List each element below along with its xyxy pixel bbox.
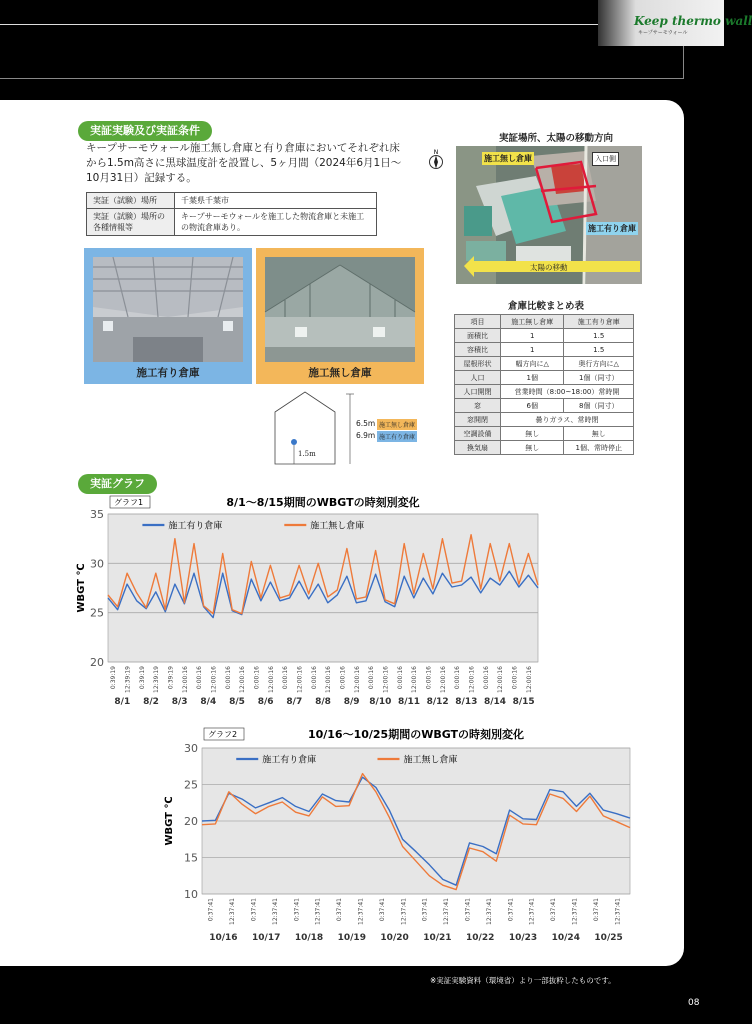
legend-label: 施工無し倉庫: [403, 755, 458, 766]
compare-table: [454, 314, 634, 455]
intro-text: キープサーモウォール施工無し倉庫と有り倉庫においてそれぞれ床から1.5m高さに黒球温度計を設置し、5ヶ月間（2024年6月1日〜10月31日）記録する。: [86, 142, 402, 184]
x-day-label: 8/13: [455, 697, 478, 707]
x-tick-label: 12:37:41: [485, 898, 493, 925]
x-day-label: 8/10: [369, 697, 392, 707]
x-tick-label: 12:39:19: [124, 666, 132, 693]
y-tick-label: 20: [90, 656, 104, 669]
x-tick-label: 12:37:41: [400, 898, 408, 925]
y-tick-label: 20: [184, 815, 198, 828]
x-day-label: 8/7: [286, 697, 303, 707]
x-tick-label: 0:37:41: [592, 898, 600, 922]
legend-label: 施工無し倉庫: [310, 521, 365, 532]
x-day-label: 8/2: [143, 697, 159, 707]
y-tick-label: 35: [90, 508, 104, 521]
x-tick-label: 12:00:16: [239, 666, 247, 693]
x-tick-label: 0:37:41: [507, 898, 515, 922]
x-tick-label: 12:00:16: [267, 666, 275, 693]
x-tick-label: 12:00:16: [468, 666, 476, 693]
x-day-label: 10/17: [252, 933, 281, 943]
x-day-label: 8/9: [343, 697, 360, 707]
x-tick-label: 12:37:41: [357, 898, 365, 925]
table-header-cell: 項目: [455, 315, 501, 329]
x-tick-label: 12:00:16: [181, 666, 189, 693]
table-row: [455, 329, 634, 343]
table-row: [87, 209, 377, 236]
x-tick-label: 0:00:16: [425, 666, 433, 690]
table-cell: 曇りガラス、常時閉: [501, 413, 634, 427]
x-tick-label: 0:00:16: [368, 666, 376, 690]
table-row: [455, 413, 634, 427]
x-day-label: 10/22: [466, 933, 495, 943]
sensor-height-label: 1.5m: [298, 450, 316, 458]
table-row: [455, 441, 634, 455]
legend-label: 施工有り倉庫: [168, 521, 223, 532]
height-label-without: 施工無し倉庫: [377, 419, 417, 430]
x-tick-label: 12:00:16: [411, 666, 419, 693]
x-day-label: 10/25: [594, 933, 623, 943]
table-header-row: [455, 315, 634, 329]
x-tick-label: 0:37:41: [293, 898, 301, 922]
plot-area: [108, 514, 538, 662]
brand-logo: [598, 0, 752, 46]
x-tick-label: 12:37:41: [528, 898, 536, 925]
table-cell: 面積比: [455, 329, 501, 343]
x-day-label: 10/24: [551, 933, 580, 943]
photo-caption-without: 施工無し倉庫: [308, 367, 372, 379]
table-row: [87, 193, 377, 209]
table-cell: 空調設備: [455, 427, 501, 441]
x-day-label: 8/15: [512, 697, 535, 707]
x-day-label: 8/11: [397, 697, 421, 707]
table-cell: 容積比: [455, 343, 501, 357]
page-number: 08: [688, 998, 700, 1008]
x-tick-label: 12:37:41: [229, 898, 237, 925]
table-cell: 屋根形状: [455, 357, 501, 371]
x-day-label: 8/1: [114, 697, 131, 707]
table-cell: 1: [501, 343, 564, 357]
table-cell: 6個: [501, 399, 564, 413]
x-tick-label: 12:00:16: [497, 666, 505, 693]
photo-caption-with: 施工有り倉庫: [136, 367, 200, 379]
photo-card-with: [84, 248, 252, 384]
x-tick-label: 12:00:16: [296, 666, 304, 693]
logo-text: Keep thermo wall: [634, 14, 752, 28]
height-value-without: 6.5m: [356, 419, 376, 428]
table-row: [455, 357, 634, 371]
section-heading-graphs: 実証グラフ: [78, 474, 157, 494]
table-cell: 8個（同寸）: [564, 399, 634, 413]
x-day-label: 10/18: [294, 933, 324, 943]
spec-table: [86, 192, 377, 236]
chart-badge-label: グラフ2: [208, 730, 238, 739]
site-map: [456, 146, 642, 284]
wbgt-chart-1: [72, 494, 544, 708]
x-tick-label: 0:39:19: [138, 666, 146, 690]
table-row: [455, 399, 634, 413]
x-day-label: 10/23: [508, 933, 538, 943]
x-tick-label: 0:37:41: [550, 898, 558, 922]
table-cell: 窓: [455, 399, 501, 413]
spec-label: 実証（試験）場所の各種情報等: [87, 209, 175, 236]
table-row: [455, 343, 634, 357]
x-day-label: 8/8: [315, 697, 331, 707]
warehouse-photo-with: [93, 257, 243, 362]
x-day-label: 10/16: [209, 933, 238, 943]
spec-value: 千葉県千葉市: [175, 193, 377, 209]
x-tick-label: 0:00:16: [482, 666, 490, 690]
x-tick-label: 0:37:41: [421, 898, 429, 922]
y-tick-label: 15: [184, 851, 198, 865]
chart-badge-label: グラフ1: [114, 498, 144, 507]
x-day-label: 10/21: [423, 933, 452, 943]
x-day-label: 8/3: [171, 697, 188, 707]
y-tick-label: 30: [184, 742, 198, 755]
x-tick-label: 0:37:41: [207, 898, 215, 922]
compass-icon: [428, 148, 444, 170]
x-day-label: 8/5: [229, 697, 245, 707]
x-tick-label: 0:00:16: [339, 666, 347, 690]
table-row: [455, 427, 634, 441]
logo-subtext: キープサーモウォール: [638, 30, 688, 36]
section-heading: 実証実験及び実証条件: [78, 121, 212, 141]
table-cell: 人口開閉: [455, 385, 501, 399]
table-cell: 1: [501, 329, 564, 343]
legend-label: 施工有り倉庫: [262, 755, 317, 766]
map-label-without: 施工無し倉庫: [484, 154, 532, 163]
map-title: 実証場所、太陽の移動方向: [498, 133, 613, 144]
table-cell: 1個、常時停止: [564, 441, 634, 455]
x-tick-label: 12:00:16: [439, 666, 447, 693]
x-tick-label: 0:00:16: [310, 666, 318, 690]
y-tick-label: 25: [90, 606, 104, 620]
header-rule: [0, 24, 600, 25]
table-cell: 換気扇: [455, 441, 501, 455]
compass-label: N: [433, 149, 439, 156]
x-day-label: 10/20: [380, 933, 409, 943]
x-tick-label: 0:00:16: [454, 666, 462, 690]
table-cell: 無し: [501, 441, 564, 455]
table-header-cell: 施工無し倉庫: [501, 315, 564, 329]
x-tick-label: 0:39:19: [167, 666, 175, 690]
sun-direction-label: 太陽の移動: [530, 263, 568, 272]
x-tick-label: 12:37:41: [443, 898, 451, 925]
x-tick-label: 0:00:16: [196, 666, 204, 690]
x-tick-label: 12:37:41: [271, 898, 279, 925]
x-tick-label: 12:37:41: [614, 898, 622, 925]
x-tick-label: 0:00:16: [253, 666, 261, 690]
table-cell: 無し: [501, 427, 564, 441]
height-label-with: 施工有り倉庫: [377, 431, 417, 442]
x-tick-label: 0:00:16: [396, 666, 404, 690]
x-day-label: 8/12: [426, 697, 449, 707]
x-day-label: 8/4: [200, 697, 217, 707]
x-tick-label: 12:00:16: [382, 666, 390, 693]
x-tick-label: 12:00:16: [525, 666, 533, 693]
height-value-with: 6.9m: [356, 431, 376, 440]
x-tick-label: 0:00:16: [511, 666, 519, 690]
table-cell: 1個: [501, 371, 564, 385]
x-tick-label: 12:37:41: [571, 898, 579, 925]
table-header-cell: 施工有り倉庫: [564, 315, 634, 329]
x-tick-label: 0:00:16: [224, 666, 232, 690]
x-tick-label: 12:39:19: [153, 666, 161, 693]
x-tick-label: 0:37:41: [250, 898, 258, 922]
chart-title: 10/16〜10/25期間のWBGTの時刻別変化: [307, 728, 525, 741]
table-cell: 1.5: [564, 343, 634, 357]
table-cell: 人口: [455, 371, 501, 385]
table-cell: 営業時間（8:00~18:00）常時開: [501, 385, 634, 399]
table-cell: 1.5: [564, 329, 634, 343]
table-row: [455, 371, 634, 385]
spec-label: 実証（試験）場所: [87, 193, 175, 209]
wbgt-chart-2: [160, 726, 638, 944]
y-axis-label: WBGT ℃: [76, 563, 87, 613]
x-tick-label: 0:39:19: [110, 666, 118, 690]
compare-table-title: 倉庫比較まとめ表: [507, 301, 584, 312]
y-tick-label: 30: [90, 557, 104, 571]
table-cell: 幅方向に△: [501, 357, 564, 371]
y-tick-label: 25: [184, 778, 198, 792]
x-tick-label: 0:37:41: [336, 898, 344, 922]
x-tick-label: 12:00:16: [210, 666, 218, 693]
y-tick-label: 10: [184, 888, 198, 901]
x-tick-label: 0:00:16: [282, 666, 290, 690]
y-axis-label: WBGT ℃: [164, 796, 175, 846]
table-row: [455, 385, 634, 399]
table-cell: 奥行方向に△: [564, 357, 634, 371]
x-day-label: 8/6: [257, 697, 274, 707]
x-tick-label: 0:37:41: [378, 898, 386, 922]
x-tick-label: 12:00:16: [325, 666, 333, 693]
map-label-entrance: 入口側: [592, 152, 619, 166]
photo-card-without: [256, 248, 424, 384]
footnote: ※実証実験資料（環境省）より一部抜粋したものです。: [430, 976, 616, 985]
table-cell: 無し: [564, 427, 634, 441]
map-label-with: 施工有り倉庫: [588, 224, 636, 233]
spec-value: キープサーモウォールを施工した物流倉庫と未施工の物流倉庫あり。: [175, 209, 377, 236]
chart-title: 8/1〜8/15期間のWBGTの時刻別変化: [226, 496, 420, 509]
frame-rule: [0, 78, 684, 79]
x-day-label: 10/19: [337, 933, 366, 943]
warehouse-photo-without: [265, 257, 415, 362]
x-tick-label: 12:00:16: [353, 666, 361, 693]
x-tick-label: 0:37:41: [464, 898, 472, 922]
x-day-label: 8/14: [483, 697, 507, 707]
table-cell: 1個（同寸）: [564, 371, 634, 385]
x-tick-label: 12:37:41: [314, 898, 322, 925]
table-cell: 窓開閉: [455, 413, 501, 427]
